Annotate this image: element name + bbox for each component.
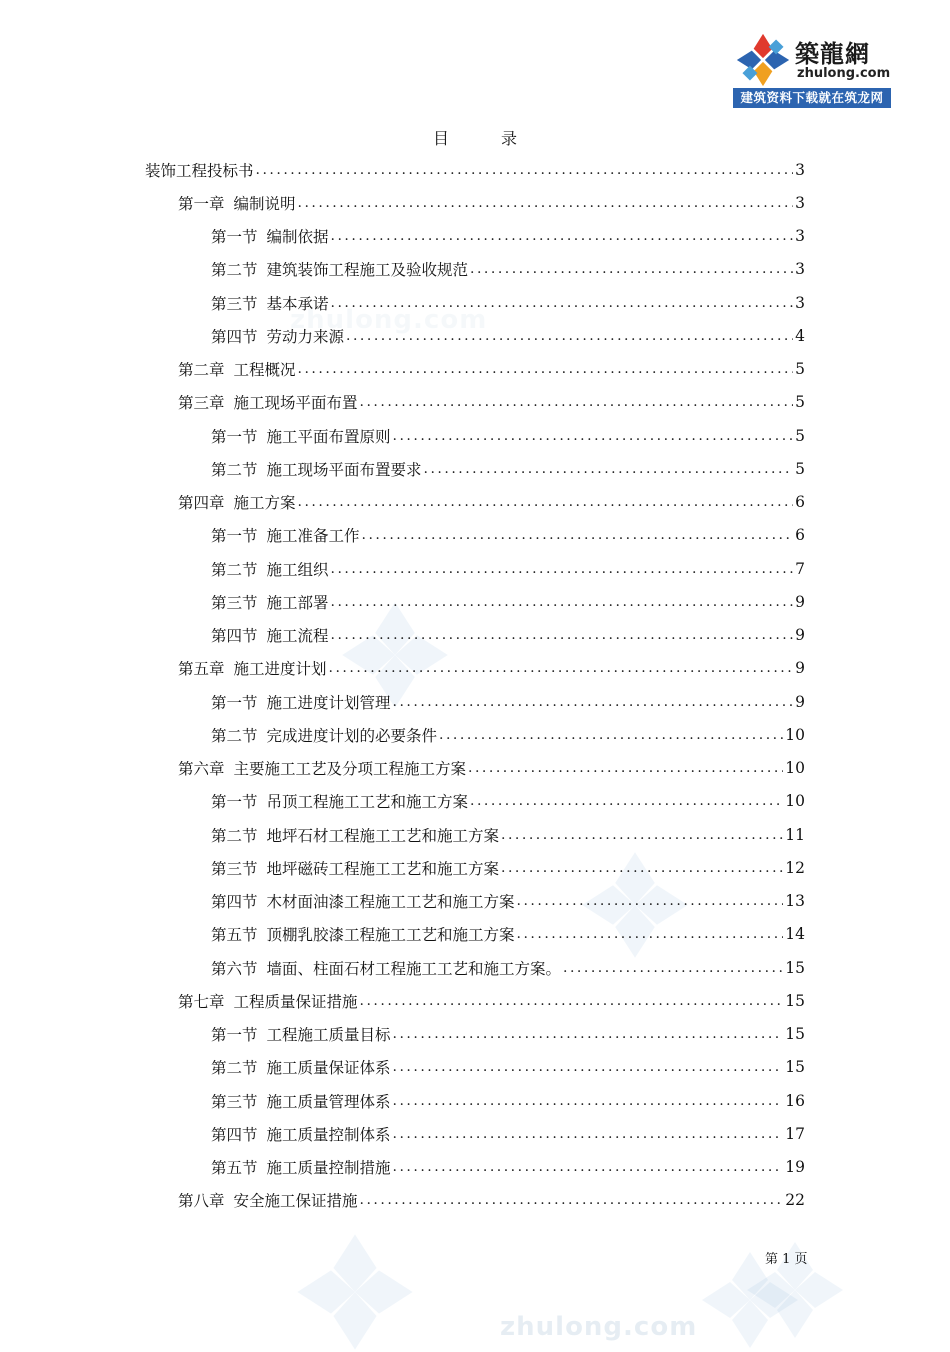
toc-entry[interactable] xyxy=(178,752,805,785)
toc-entry-title: 施工进度计划 xyxy=(233,660,327,679)
toc-entry-label xyxy=(211,458,422,480)
toc-entry-page: 6 xyxy=(795,493,805,511)
toc-dot-leader xyxy=(331,561,794,577)
toc-entry[interactable] xyxy=(211,619,805,652)
toc-entry-page: 9 xyxy=(795,659,805,678)
toc-entry-label xyxy=(211,425,391,447)
toc-entry-number: 第六节 xyxy=(211,959,258,978)
toc-entry[interactable] xyxy=(211,785,805,818)
toc-entry[interactable] xyxy=(211,552,805,585)
toc-entry-title: 劳动力来源 xyxy=(266,327,345,346)
toc-entry-number: 第五节 xyxy=(211,926,258,945)
toc-entry-number: 第一节 xyxy=(211,1026,258,1044)
toc-entry-label xyxy=(211,325,344,347)
toc-entry-number: 第二节 xyxy=(211,826,258,845)
toc-entry-title: 施工方案 xyxy=(233,494,296,512)
toc-entry-title: 施工平面布置原则 xyxy=(266,427,391,446)
toc-entry-title: 装饰工程投标书 xyxy=(145,161,254,180)
toc-entry-label xyxy=(211,225,329,247)
toc-entry-label xyxy=(211,1023,391,1045)
toc-entry[interactable] xyxy=(178,486,805,519)
toc-entry-page: 3 xyxy=(795,193,805,212)
toc-dot-leader xyxy=(501,860,783,876)
toc-dot-leader xyxy=(331,228,794,244)
toc-entry[interactable] xyxy=(211,918,805,951)
toc-entry-number: 第二章 xyxy=(178,361,225,379)
toc-dot-leader xyxy=(360,394,794,410)
toc-entry[interactable] xyxy=(211,1151,805,1184)
toc-entry-number: 第三节 xyxy=(211,294,258,313)
toc-entry-page: 5 xyxy=(795,360,805,378)
toc-entry-page: 4 xyxy=(795,326,805,345)
toc-entry-number: 第二节 xyxy=(211,261,258,280)
toc-entry-page: 6 xyxy=(795,526,805,545)
toc-entry[interactable] xyxy=(211,685,805,718)
toc-entry-title: 编制依据 xyxy=(266,228,329,246)
toc-entry-page: 15 xyxy=(785,991,805,1010)
toc-dot-leader xyxy=(470,793,783,809)
toc-dot-leader xyxy=(501,827,783,843)
toc-entry-number: 第二节 xyxy=(211,460,258,479)
toc-entry-label xyxy=(178,990,358,1012)
toc-entry-title: 墙面、柱面石材工程施工工艺和施工方案。 xyxy=(266,959,562,978)
zhulong-emblem-icon xyxy=(735,32,791,88)
toc-dot-leader xyxy=(424,461,794,477)
toc-entry[interactable] xyxy=(211,818,805,851)
toc-entry-number: 第一节 xyxy=(211,527,258,546)
toc-entry[interactable] xyxy=(211,1084,805,1117)
toc-entry-page: 15 xyxy=(785,1058,805,1077)
toc-entry-number: 第一章 xyxy=(178,194,225,213)
toc-dot-leader xyxy=(362,527,794,543)
toc-entry-title: 吊顶工程施工工艺和施工方案 xyxy=(266,793,469,812)
toc-entry-label xyxy=(178,757,466,779)
toc-entry[interactable] xyxy=(211,220,805,253)
toc-entry-number: 第四节 xyxy=(211,893,258,911)
toc-dot-leader xyxy=(346,328,793,344)
toc-entry-title: 施工质量控制体系 xyxy=(266,1125,391,1144)
toc-entry-title: 施工部署 xyxy=(266,593,329,612)
watermark-text: zhulong.com xyxy=(500,1312,698,1342)
toc-entry-page: 10 xyxy=(785,759,805,777)
toc-entry[interactable] xyxy=(211,452,805,485)
toc-entry-number: 第三节 xyxy=(211,1092,258,1111)
logo-chinese-name: 築龍網 xyxy=(795,39,870,68)
toc-dot-leader xyxy=(393,428,794,444)
toc-entry-label xyxy=(211,1090,391,1112)
toc-entry-title: 地坪磁砖工程施工工艺和施工方案 xyxy=(266,859,500,878)
logo-slogan: 建筑资料下载就在筑龙网 xyxy=(733,88,891,108)
toc-dot-leader xyxy=(393,1026,784,1042)
toc-entry[interactable] xyxy=(211,319,805,352)
toc-entry-number: 第三节 xyxy=(211,593,258,612)
toc-entry-title: 编制说明 xyxy=(233,194,296,213)
toc-dot-leader xyxy=(393,1059,784,1075)
toc-entry-label xyxy=(211,890,515,912)
toc-entry-label xyxy=(211,1156,391,1178)
toc-dot-leader xyxy=(439,727,783,743)
toc-entry-page: 12 xyxy=(785,858,805,877)
toc-dot-leader xyxy=(393,1093,784,1109)
toc-entry-title: 工程施工质量目标 xyxy=(266,1026,391,1044)
toc-entry[interactable] xyxy=(178,1184,805,1217)
toc-entry-page: 19 xyxy=(785,1158,805,1176)
toc-entry-page: 22 xyxy=(785,1191,805,1210)
toc-entry[interactable] xyxy=(211,718,805,751)
toc-entry-label xyxy=(178,1189,358,1211)
toc-entry-label xyxy=(211,558,329,580)
toc-entry[interactable] xyxy=(211,419,805,452)
toc-dot-leader xyxy=(468,760,783,776)
toc-entry-number: 第五节 xyxy=(211,1159,258,1177)
toc-entry-label xyxy=(178,358,296,380)
toc-entry-number: 第三章 xyxy=(178,394,225,413)
toc-entry-label xyxy=(211,624,329,646)
toc-title-left: 目 xyxy=(432,129,449,148)
toc-entry-number: 第一节 xyxy=(211,693,258,712)
toc-dot-leader xyxy=(331,594,794,610)
toc-entry-page: 9 xyxy=(795,692,805,711)
toc-entry-number: 第四节 xyxy=(211,327,258,346)
toc-entry[interactable] xyxy=(211,951,805,984)
toc-dot-leader xyxy=(331,295,794,311)
toc-entry-label xyxy=(211,292,329,314)
toc-entry-page: 10 xyxy=(785,725,805,744)
toc-dot-leader xyxy=(393,1159,784,1175)
toc-entry[interactable] xyxy=(211,286,805,319)
toc-dot-leader xyxy=(393,1126,784,1142)
toc-entry-title: 建筑装饰工程施工及验收规范 xyxy=(266,261,469,280)
toc-entry-page: 7 xyxy=(795,559,805,578)
toc-dot-leader xyxy=(393,694,794,710)
toc-entry-number: 第四节 xyxy=(211,627,258,645)
toc-entry-title: 木材面油漆工程施工工艺和施工方案 xyxy=(266,893,515,911)
toc-entry-number: 第二节 xyxy=(211,560,258,579)
toc-entry[interactable] xyxy=(178,386,805,419)
toc-entry-label xyxy=(211,1123,391,1145)
toc-entry[interactable] xyxy=(211,851,805,884)
toc-entry-number: 第五章 xyxy=(178,660,225,679)
toc-entry-label xyxy=(211,857,499,879)
toc-dot-leader xyxy=(360,1192,784,1208)
toc-dot-leader xyxy=(470,261,793,277)
toc-entry-label xyxy=(211,957,561,979)
toc-entry-number: 第七章 xyxy=(178,992,225,1011)
toc-entry-title: 主要施工工艺及分项工程施工方案 xyxy=(233,760,467,778)
toc-entry-page: 9 xyxy=(795,626,805,644)
toc-entry-title: 施工进度计划管理 xyxy=(266,693,391,712)
toc-entry-page: 15 xyxy=(785,1025,805,1043)
toc-entry[interactable] xyxy=(211,1018,805,1051)
toc-entry-number: 第六章 xyxy=(178,760,225,778)
zhulong-logo xyxy=(733,30,893,110)
toc-entry-title: 施工质量管理体系 xyxy=(266,1092,391,1111)
toc-dot-leader xyxy=(360,993,784,1009)
page-number: 第 1 页 xyxy=(765,1252,808,1267)
toc-entry[interactable] xyxy=(211,585,805,618)
toc-entry-number: 第二节 xyxy=(211,1059,258,1078)
toc-entry[interactable] xyxy=(211,519,805,552)
toc-entry-title: 施工现场平面布置 xyxy=(233,394,358,413)
toc-entry-label xyxy=(178,657,327,679)
toc-entry-page: 5 xyxy=(795,426,805,445)
toc-entry-label xyxy=(211,1056,391,1078)
watermark-emblem-icon xyxy=(295,1232,415,1352)
toc-entry-number: 第四章 xyxy=(178,494,225,512)
toc-entry-title: 施工质量控制措施 xyxy=(266,1159,391,1177)
toc-entry-title: 完成进度计划的必要条件 xyxy=(266,726,438,745)
toc-entry-title: 施工质量保证体系 xyxy=(266,1059,391,1078)
toc-dot-leader xyxy=(298,494,794,510)
toc-entry-number: 第四节 xyxy=(211,1125,258,1144)
toc-entry-title: 基本承诺 xyxy=(266,294,329,313)
toc-entry-title: 施工现场平面布置要求 xyxy=(266,460,422,479)
toc-entry-label xyxy=(211,258,468,280)
toc-dot-leader xyxy=(298,195,794,211)
toc-entry-page: 17 xyxy=(785,1124,805,1143)
toc-entry-title: 施工准备工作 xyxy=(266,527,360,546)
toc-entry-page: 15 xyxy=(785,958,805,977)
toc-entry[interactable] xyxy=(178,652,805,685)
toc-entry-label xyxy=(211,524,360,546)
toc-entry-number: 第一节 xyxy=(211,793,258,812)
toc-entry-label xyxy=(211,923,515,945)
toc-entry-title: 工程质量保证措施 xyxy=(233,992,358,1011)
toc-entry-title: 施工组织 xyxy=(266,560,329,579)
toc-dot-leader xyxy=(298,361,794,377)
toc-entry-label xyxy=(211,790,468,812)
toc-entry-page: 3 xyxy=(795,227,805,245)
toc-dot-leader xyxy=(563,960,783,976)
toc-entry[interactable] xyxy=(178,353,805,386)
toc-entry-number: 第一节 xyxy=(211,427,258,446)
toc-entry[interactable] xyxy=(211,1117,805,1150)
toc-entry-label xyxy=(211,691,391,713)
toc-entry-page: 3 xyxy=(795,260,805,279)
toc-entry-page: 14 xyxy=(785,925,805,944)
toc-entry-page: 16 xyxy=(785,1091,805,1110)
toc-entry-page: 3 xyxy=(795,160,805,179)
toc-entry-page: 9 xyxy=(795,592,805,611)
toc-entry[interactable] xyxy=(211,1051,805,1084)
toc-entry-title: 安全施工保证措施 xyxy=(233,1192,358,1211)
toc-entry-title: 施工流程 xyxy=(266,627,329,645)
toc-entry-number: 第八章 xyxy=(178,1192,225,1211)
toc-entry-page: 5 xyxy=(795,393,805,412)
toc-entry-page: 3 xyxy=(795,293,805,312)
toc-dot-leader xyxy=(331,627,794,643)
toc-entry[interactable] xyxy=(211,253,805,286)
toc-entry-number: 第三节 xyxy=(211,859,258,878)
toc-entry-page: 5 xyxy=(795,459,805,478)
toc-dot-leader xyxy=(517,893,784,909)
toc-title xyxy=(0,126,950,149)
toc-title-right: 录 xyxy=(501,129,518,148)
toc-entry-label xyxy=(145,159,254,181)
toc-entry[interactable] xyxy=(178,984,805,1017)
toc-entry-number: 第二节 xyxy=(211,726,258,745)
toc-entry-label xyxy=(211,591,329,613)
toc-entry-label xyxy=(211,724,437,746)
toc-dot-leader xyxy=(329,660,794,676)
toc-entry-title: 顶棚乳胶漆工程施工工艺和施工方案 xyxy=(266,926,515,945)
toc-entry[interactable] xyxy=(211,885,805,918)
toc-entry-number: 第一节 xyxy=(211,228,258,246)
logo-domain: zhulong.com xyxy=(797,66,891,81)
toc-entry-label xyxy=(178,391,358,413)
watermark-text: zhulong.com xyxy=(290,305,488,335)
toc-entry-title: 工程概况 xyxy=(233,361,296,379)
toc-entry-label xyxy=(211,824,499,846)
toc-entry-label xyxy=(178,491,296,513)
toc-entry-title: 地坪石材工程施工工艺和施工方案 xyxy=(266,826,500,845)
toc-dot-leader xyxy=(256,162,794,178)
toc-entry[interactable] xyxy=(178,186,805,219)
toc-entry-page: 10 xyxy=(785,792,805,811)
toc-entry-label xyxy=(178,192,296,214)
toc-entry[interactable] xyxy=(145,153,805,186)
toc-dot-leader xyxy=(517,926,784,942)
toc-entry-page: 11 xyxy=(785,825,805,844)
toc-entry-page: 13 xyxy=(785,892,805,910)
